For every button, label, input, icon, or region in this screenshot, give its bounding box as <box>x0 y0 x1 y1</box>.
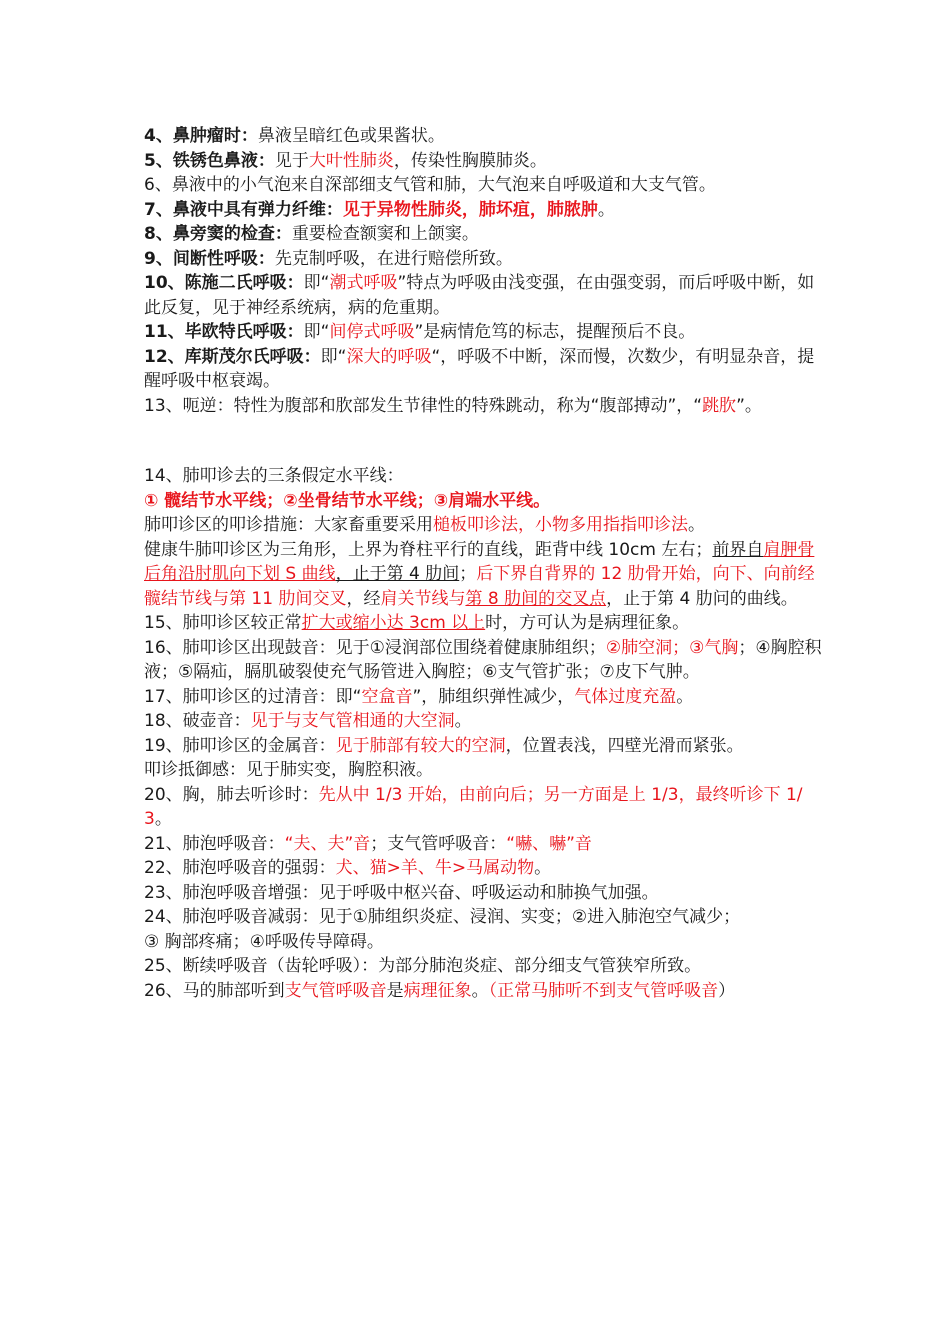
paragraph <box>144 734 824 759</box>
text-run: 22、肺泡呼吸音的强弱： <box>144 858 336 878</box>
text-run: ”，肺组织弹性减少， <box>412 686 575 707</box>
text-run: 9、间断性呼吸： <box>144 248 275 269</box>
text-run: 6、鼻液中的小气泡来自深部细支气管和肺，大气泡来自呼吸道和大支气管。 <box>144 175 716 195</box>
text-run: 4、鼻肿瘤时： <box>144 126 258 146</box>
text-run: ，止于第 4 肋问的曲线。 <box>606 588 798 609</box>
text-run: 7、鼻液中具有弹力纤维： <box>144 199 343 220</box>
text-run: ，传染性胸膜肺炎。 <box>393 150 547 171</box>
text-run: 即“ <box>303 322 330 342</box>
text-run: 5、铁锈色鼻液： <box>144 150 275 171</box>
text-run: ① 髋结节水平线；②坐骨结节水平线；③肩端水平线。 <box>144 490 551 511</box>
text-run: 18、破壶音： <box>144 711 251 731</box>
text-run: 20、胸，肺去听诊时： <box>144 784 319 805</box>
text-run: ；④胸腔积液；⑤隔疝，膈肌破裂使充气肠管进入胸腔；⑥支气管扩张；⑦皮下气肿。 <box>144 637 822 682</box>
text-run: 14、肺叩诊去的三条假定水平线： <box>144 466 404 486</box>
paragraph <box>144 856 824 881</box>
text-run: 支气管呼吸音 <box>284 980 387 1001</box>
paragraph <box>144 783 824 832</box>
text-run: “，呼吸不中断，深而慢，次数少，有明显杂音，提醒呼吸中枢衰竭。 <box>144 346 815 391</box>
paragraph <box>144 636 824 685</box>
text-run: 见于肺部有较大的空洞 <box>335 735 506 756</box>
text-run: 见于异物性肺炎，肺坏疽，肺脓肿 <box>342 199 598 220</box>
text-run: ”是病情危笃的标志，提醒预后不良。 <box>414 322 696 342</box>
text-run: 26、马的肺部听到 <box>144 980 285 1001</box>
paragraph <box>144 320 824 345</box>
text-run: 。 <box>154 809 172 829</box>
text-run: 。 <box>471 980 489 1001</box>
paragraph <box>144 881 824 906</box>
text-run: 鼻液呈暗红色或果酱状。 <box>257 126 445 146</box>
paragraph <box>144 222 824 247</box>
text-run: 23、肺泡呼吸音增强：见于呼吸中枢兴奋、呼吸运动和肺换气加强。 <box>144 882 659 903</box>
paragraph <box>144 271 824 320</box>
text-run: ”特点为呼吸由浅变强，在由强变弱，而后呼吸中断，如此反复，见于神经系统病，病的危重期。 <box>144 273 815 318</box>
text-run: 25、断续呼吸音（齿轮呼吸）：为部分肺泡炎症、部分细支气管狭窄所致。 <box>144 956 702 976</box>
text-run: ，位置表浅，四壁光滑而紧张。 <box>505 735 744 756</box>
text-run: 即“ <box>320 346 347 367</box>
paragraph <box>144 979 824 1004</box>
text-run: ； <box>459 564 477 584</box>
text-run: 肩胛骨后角沿肘肌向下划 S 曲线 <box>144 539 815 584</box>
text-run: 空盒音 <box>361 686 413 707</box>
text-run: 病理征象 <box>403 980 472 1001</box>
paragraph <box>144 345 824 394</box>
text-run: 16、肺叩诊区出现鼓音：见于①浸润部位围绕着健康肺组织； <box>144 637 606 658</box>
text-run: “嚇、嚇”音 <box>506 833 592 854</box>
paragraph <box>144 464 824 489</box>
text-run: ②肺空洞；③气胸 <box>605 637 739 658</box>
text-run: 间停式呼吸 <box>329 322 415 342</box>
text-run: 肩关节线与 <box>380 588 466 609</box>
text-run: 24、肺泡呼吸音减弱：见于①肺组织炎症、浸润、实变；②进入肺泡空气减少； <box>144 907 741 927</box>
text-run: 肺叩诊区的叩诊措施：大家畜重要采用 <box>144 515 433 535</box>
text-run: 。 <box>688 515 705 535</box>
text-run: 即“ <box>303 273 330 293</box>
paragraph <box>144 905 824 930</box>
paragraph <box>144 758 824 783</box>
text-run: 是 <box>386 980 404 1001</box>
paragraph <box>144 173 824 198</box>
paragraph <box>144 832 824 857</box>
text-run: 10、陈施二氏呼吸： <box>144 273 304 293</box>
paragraph <box>144 394 824 419</box>
paragraph <box>144 149 824 174</box>
text-run: 先从中 1/3 开始，由前向后；另一方面是上 1/3，最终听诊下 1/3 <box>144 784 803 829</box>
text-run: 跳肷 <box>702 395 737 416</box>
text-run: 见于与支气管相通的大空洞 <box>250 711 455 731</box>
text-run: 深大的呼吸 <box>346 346 432 367</box>
text-run: 。 <box>676 686 694 707</box>
text-run: ；支气管呼吸音： <box>370 833 507 854</box>
text-run: 21、肺泡呼吸音： <box>144 833 285 854</box>
text-run: ，经 <box>346 588 381 609</box>
text-run: 见于 <box>274 150 309 171</box>
text-run: 13、呃逆：特性为腹部和肷部发生节律性的特殊跳动，称为“腹部搏动”，“ <box>144 395 703 416</box>
text-run: 大叶性肺炎 <box>308 150 394 171</box>
text-run: 15、肺叩诊区较正常 <box>144 613 302 633</box>
text-run: （正常马肺听不到支气管呼吸音 <box>488 980 719 1001</box>
paragraph <box>144 685 824 710</box>
paragraph <box>144 124 824 149</box>
text-run: ③ 胸部疼痛；④呼吸传导障碍。 <box>144 931 384 952</box>
text-run: 后下界自背界的 12 肋骨开始，向下、向前经髋结节线与第 11 肋间交叉 <box>144 564 815 609</box>
text-run: 槌板叩诊法，小物多用指指叩诊法 <box>433 515 688 535</box>
text-run: 气体过度充盈 <box>574 686 677 707</box>
text-run: ”。 <box>736 395 762 416</box>
text-run: 12、库斯茂尔氏呼吸： <box>144 346 321 367</box>
paragraph <box>144 611 824 636</box>
text-run: ） <box>718 980 736 1001</box>
text-run: 健康牛肺叩诊区为三角形，上界为脊柱平行的直线，距背中线 10cm 左右； <box>144 539 713 560</box>
text-run: 前界自 <box>712 539 764 560</box>
text-run: 犬、猫>羊、牛>马属动物 <box>335 858 535 878</box>
paragraph <box>144 247 824 272</box>
paragraph <box>144 198 824 223</box>
paragraph <box>144 709 824 734</box>
text-run: 17、肺叩诊区的过清音：即“ <box>144 686 362 707</box>
text-run: 。 <box>534 858 552 878</box>
text-run: 8、鼻旁窦的检查： <box>144 224 292 244</box>
text-run: 19、肺叩诊区的金属音： <box>144 735 336 756</box>
text-run: 时，方可认为是病理征象。 <box>485 613 690 633</box>
text-run: 扩大或缩小达 3cm 以上 <box>301 613 486 633</box>
paragraph <box>144 954 824 979</box>
text-run: 。 <box>454 711 472 731</box>
text-run: 。 <box>597 199 615 220</box>
text-run: 先克制呼吸，在进行赔偿所致。 <box>274 248 513 269</box>
paragraph <box>144 513 824 538</box>
text-run: 11、毕欧特氏呼吸： <box>144 322 304 342</box>
paragraph <box>144 538 824 612</box>
blank-line <box>144 418 824 464</box>
text-run: 重要检查额窦和上颌窦。 <box>291 224 479 244</box>
document-page <box>144 124 824 1003</box>
text-run: 第 8 肋间的交叉点 <box>465 588 607 609</box>
text-run: “夫、夫”音 <box>284 833 371 854</box>
paragraph <box>144 930 824 955</box>
text-run: ，止于第 4 肋间 <box>335 564 460 584</box>
text-run: 叩诊抵御感：见于肺实变，胸腔积液。 <box>144 760 433 780</box>
paragraph <box>144 489 824 514</box>
text-run: 潮式呼吸 <box>329 273 398 293</box>
